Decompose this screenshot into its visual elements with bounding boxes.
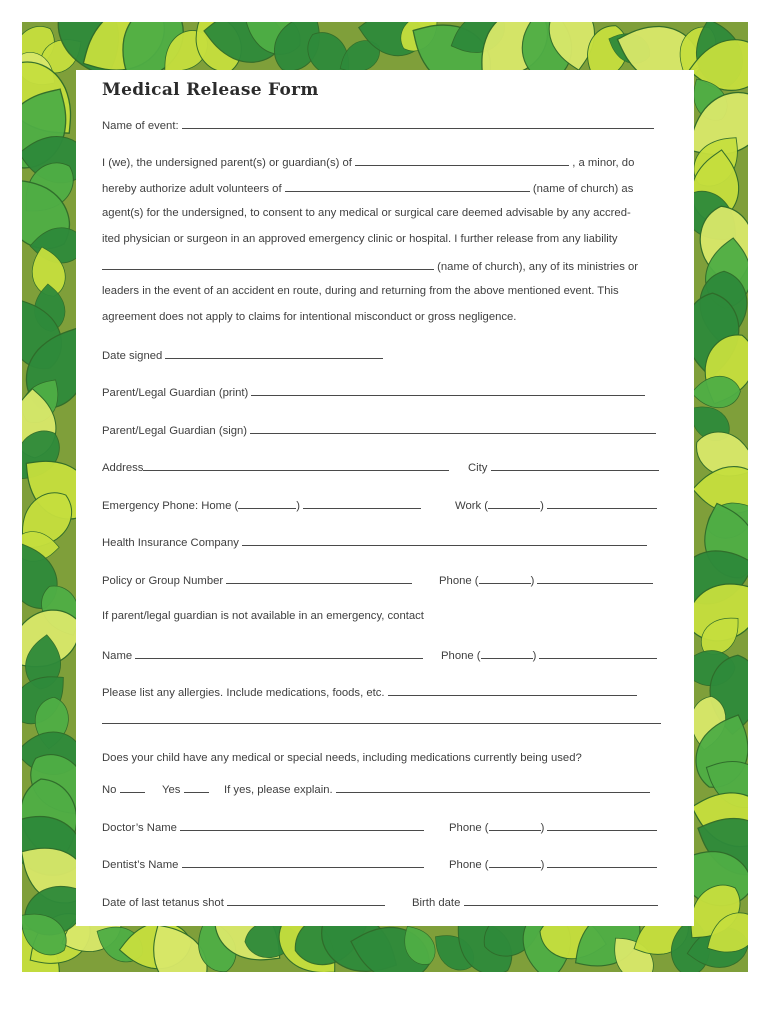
dentist-name-field[interactable] [182,856,424,868]
home-phone-field[interactable] [303,497,421,509]
doctor-paren-close: ) [540,822,545,834]
dentist-phone-field[interactable] [547,856,657,868]
work-area-code-field[interactable] [488,497,540,509]
date-signed-label: Date signed [102,350,163,362]
policy-row [102,572,535,588]
para-text-1a: I (we), the undersigned parent(s) or guardian(s) of [102,157,352,169]
event-field[interactable] [182,117,654,129]
birth-date-field[interactable] [464,894,658,906]
paragraph-line-4: ited physician or surgeon in an approved emergency clinic or hospital. I further release from any liability [102,233,618,245]
tetanus-field[interactable] [227,894,385,906]
emergency-home-label: Emergency Phone: Home ( [102,500,239,512]
contact-paren-close: ) [532,650,537,662]
doctor-area-code-field[interactable] [489,819,541,831]
city-label: City [468,462,488,474]
para-text-2a: hereby authorize adult volunteers of [102,183,282,195]
release-church-field[interactable] [102,258,434,270]
allergies-label: Please list any allergies. Include medications, foods, etc. [102,687,385,699]
paragraph-line-2 [102,180,633,196]
dentist-area-code-field[interactable] [489,856,541,868]
contact-phone-field[interactable] [539,647,657,659]
doctor-phone-field[interactable] [547,819,657,831]
contact-name-label: Name [102,650,133,662]
dentist-phone-label: Phone ( [449,859,489,871]
paragraph-line-7: agreement does not apply to claims for intentional misconduct or gross negligence. [102,311,517,323]
work-phone-field[interactable] [547,497,657,509]
policy-phone-field[interactable] [537,572,653,584]
contact-name-field[interactable] [135,647,423,659]
insurance-row [102,534,647,550]
insurance-field[interactable] [242,534,647,546]
doctor-label: Doctor’s Name [102,822,177,834]
allergies-row-2 [102,712,661,728]
guardian-sign-row [102,422,656,438]
policy-area-code-field[interactable] [479,572,531,584]
event-label: Name of event: [102,120,179,132]
home-paren-close: ) [296,500,301,512]
leaf-shape [691,376,741,409]
city-field[interactable] [491,459,659,471]
birth-date-label: Birth date [412,897,461,909]
event-row [102,117,654,133]
policy-label: Policy or Group Number [102,575,224,587]
doctor-name-field[interactable] [180,819,424,831]
no-label: No [102,784,117,796]
explain-field[interactable] [336,781,650,793]
allergies-field[interactable] [388,684,637,696]
special-needs-row [102,781,333,797]
tetanus-label: Date of last tetanus shot [102,897,224,909]
date-signed-row [102,347,383,363]
address-label: Address [102,462,144,474]
form-title: Medical Release Form [102,80,319,100]
contact-area-code-field[interactable] [481,647,533,659]
home-area-code-field[interactable] [238,497,296,509]
paragraph-line-1 [102,154,634,170]
address-field[interactable] [143,459,449,471]
no-field[interactable] [120,781,145,793]
allergies-row [102,684,637,700]
guardian-print-row [102,384,645,400]
para-text-1b: , a minor, do [572,157,635,169]
minor-name-field[interactable] [355,154,569,166]
tetanus-row [102,894,461,910]
special-needs-question: Does your child have any medical or special needs, including medications currently being used? [102,752,582,764]
yes-label: Yes [162,784,181,796]
dentist-paren-close: ) [540,859,545,871]
work-paren-close: ) [540,500,544,512]
dentist-label: Dentist’s Name [102,859,179,871]
policy-paren-close: ) [530,575,535,587]
guardian-print-field[interactable] [251,384,645,396]
address-row [102,459,488,475]
paragraph-line-6: leaders in the event of an accident en route, during and returning from the above mentioned event. This [102,285,619,297]
allergies-field-2[interactable] [102,712,661,724]
contact-phone-label: Phone ( [441,650,481,662]
guardian-sign-label: Parent/Legal Guardian (sign) [102,425,248,437]
paragraph-line-3: agent(s) for the undersigned, to consent to any medical or surgical care deemed advisable by any accred- [102,207,631,219]
explain-label: If yes, please explain. [224,784,333,796]
guardian-print-label: Parent/Legal Guardian (print) [102,387,249,399]
doctor-phone-label: Phone ( [449,822,489,834]
date-signed-field[interactable] [165,347,383,359]
contact-note: If parent/legal guardian is not available in an emergency, contact [102,610,424,622]
church-name-field[interactable] [285,180,530,192]
contact-row [102,647,537,663]
para-text-2b: (name of church) as [532,183,634,195]
para-text-5b: (name of church), any of its ministries or [437,261,639,273]
work-label: Work ( [455,500,489,512]
guardian-sign-field[interactable] [250,422,656,434]
dentist-row [102,856,545,872]
emergency-phone-row [102,497,544,513]
paragraph-line-5 [102,258,638,274]
yes-field[interactable] [184,781,209,793]
doctor-row [102,819,545,835]
policy-phone-label: Phone ( [439,575,479,587]
policy-field[interactable] [226,572,412,584]
insurance-label: Health Insurance Company [102,537,239,549]
